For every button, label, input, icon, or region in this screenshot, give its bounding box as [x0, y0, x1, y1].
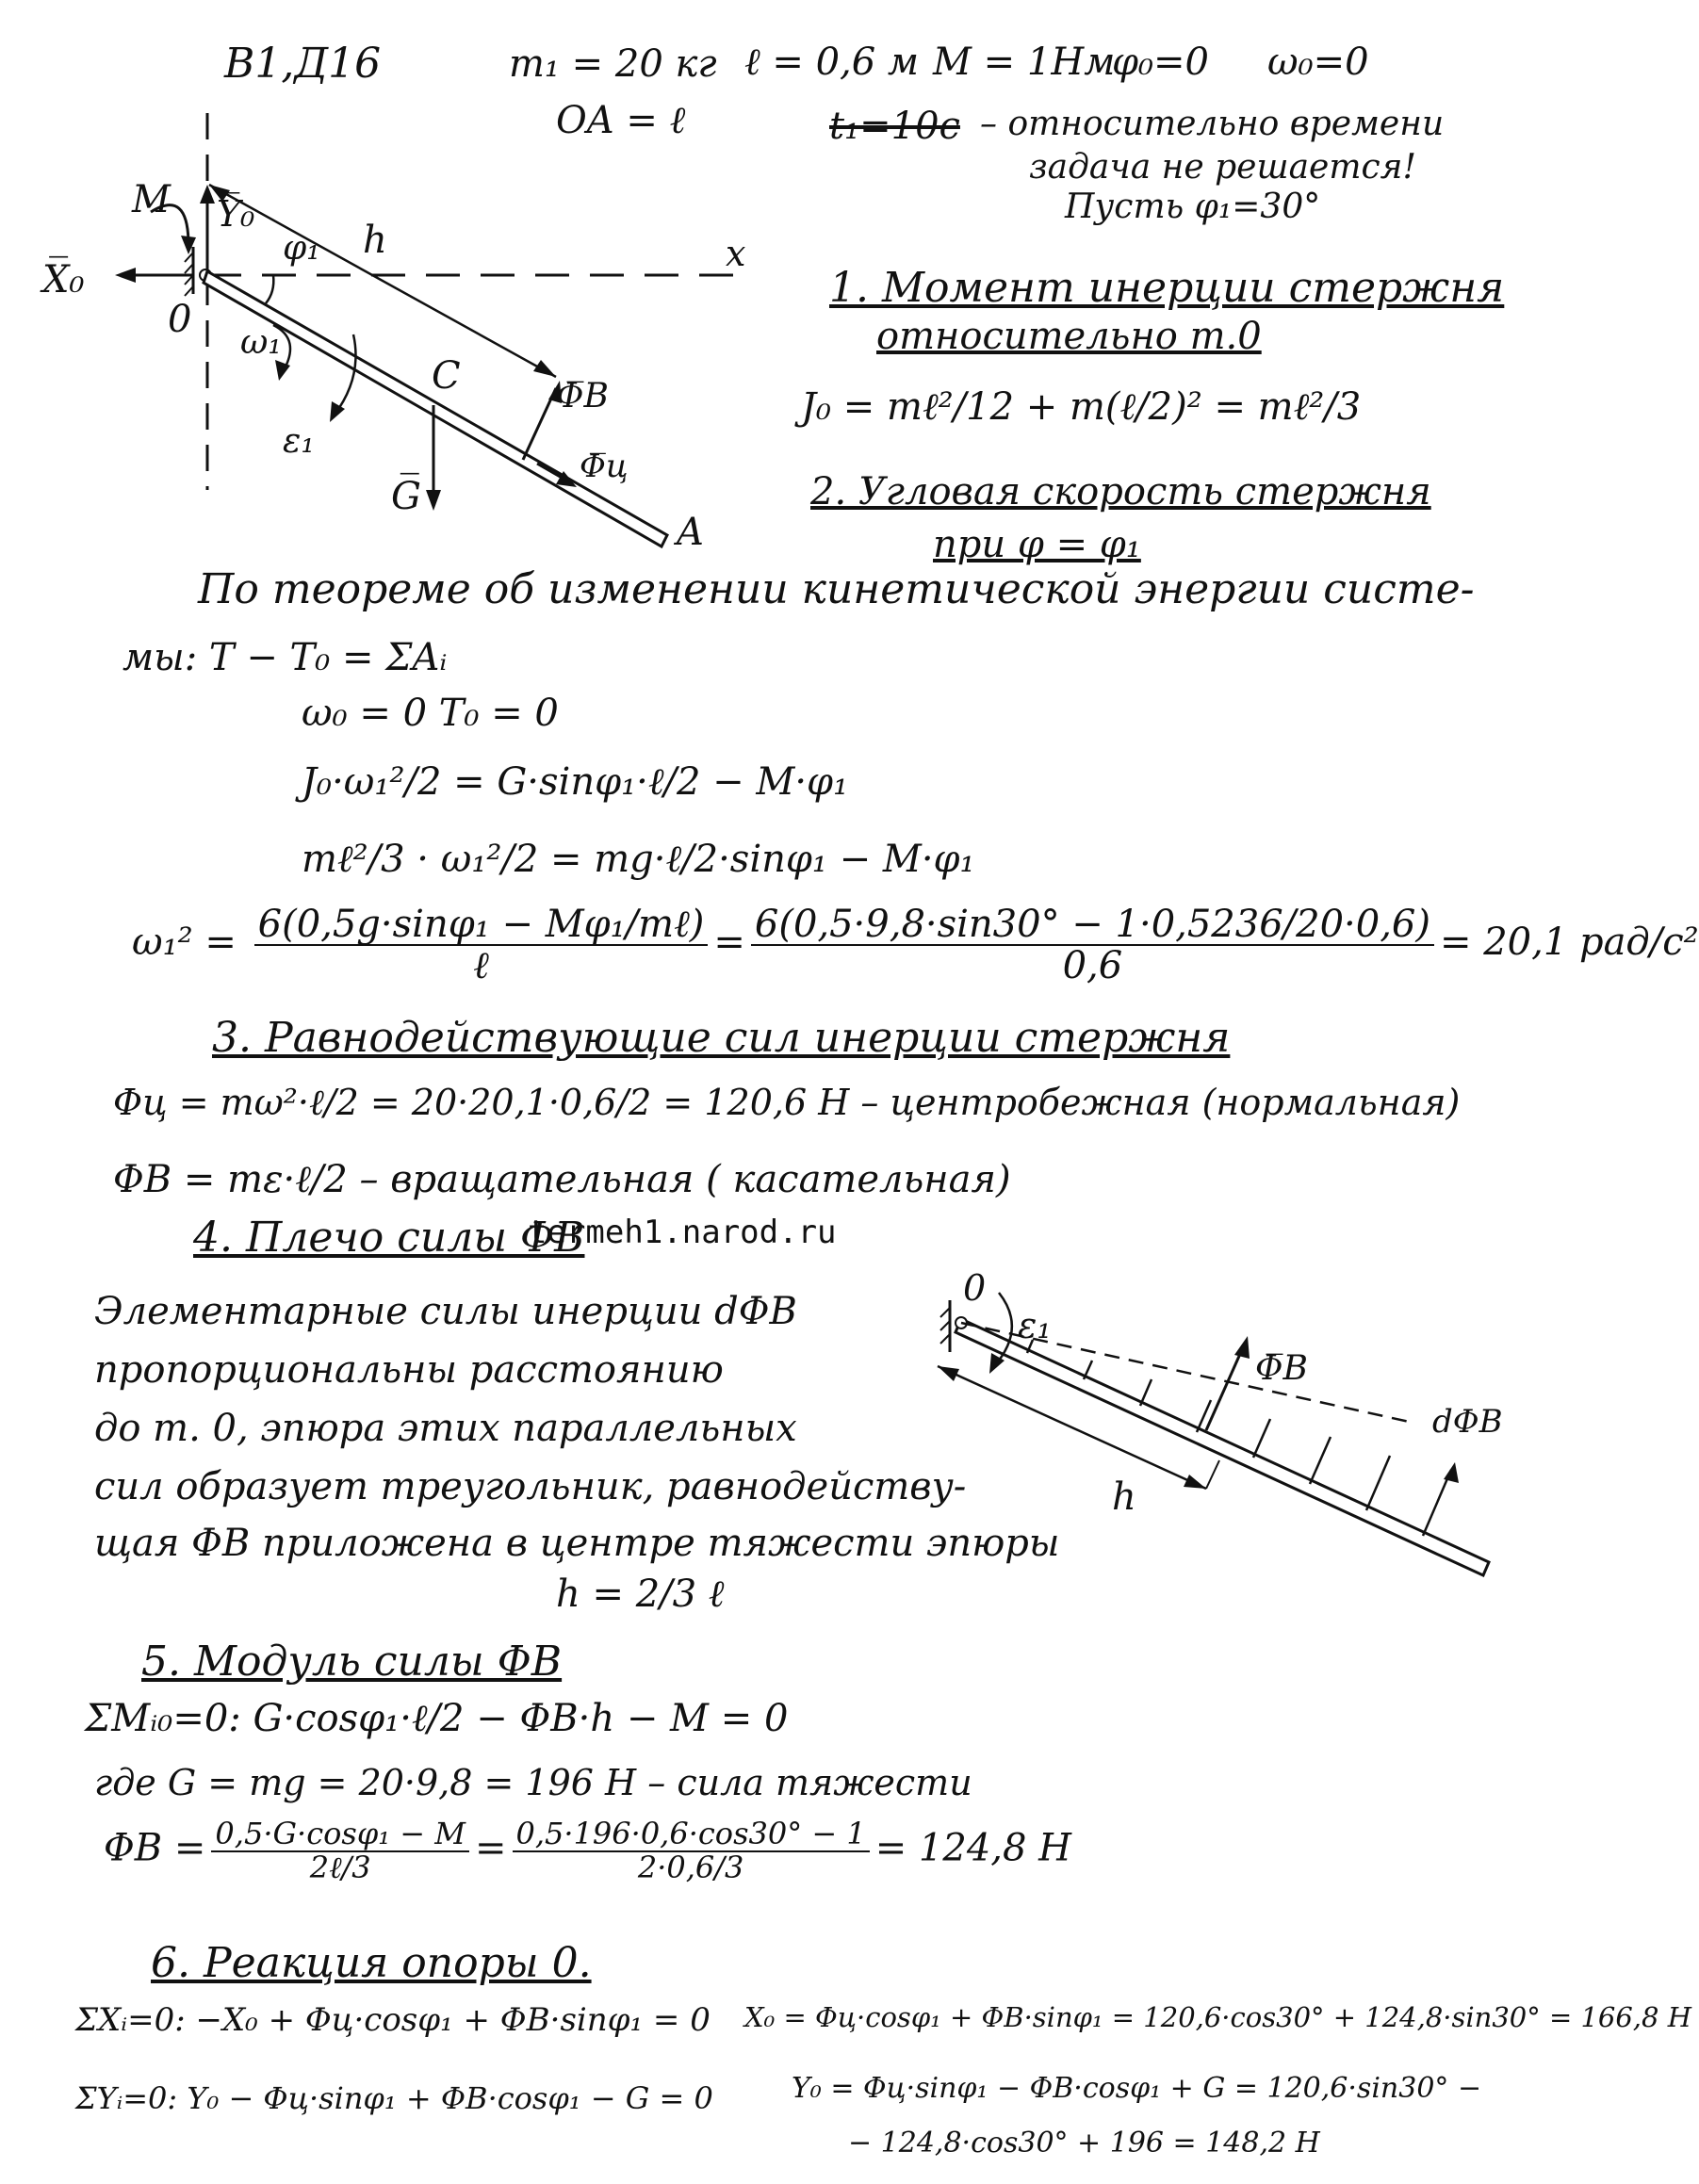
h-equation: h = 2/3 ℓ [556, 1573, 725, 1616]
phib-lhs: ΦB = [104, 1826, 206, 1870]
section4-p5: щая ΦB приложена в центре тяжести эпюры [94, 1522, 1060, 1565]
label-phib-2: Φ̅B [1255, 1349, 1308, 1388]
phib-den2: 2·0,6/3 [637, 1849, 744, 1885]
label-phib: Φ̅B [556, 377, 609, 416]
omega-den2: 0,6 [1062, 944, 1123, 987]
section2-text2: мы: T − T₀ = ΣAᵢ [123, 636, 448, 679]
section4-p3: до т. 0, эпюра этих параллельных [94, 1407, 797, 1450]
omega-lhs: ω₁² = [132, 921, 249, 964]
section2-title2: при φ = φ₁ [933, 523, 1141, 566]
label-x: x [726, 233, 746, 274]
rod-2 [956, 1319, 1489, 1575]
section1-title2: относительно т.0 [876, 315, 1262, 358]
inertia-diagram [905, 1263, 1527, 1621]
omega-den1: ℓ [473, 944, 489, 987]
label-c: C [432, 354, 461, 398]
omega0-given: ω₀=0 [1267, 41, 1369, 84]
section6-y-eq: ΣYᵢ=0: Y₀ − Φц·sinφ₁ + ΦB·cosφ₁ − G = 0 [75, 2080, 713, 2116]
elementary-forces [1027, 1340, 1451, 1536]
section2-text1: По теореме об изменении кинетической энергии систе- [198, 565, 1475, 613]
note-line-1: – относительно времени [980, 105, 1445, 143]
oa-given: OA = ℓ [556, 99, 686, 142]
section2-title: 2. Угловая скорость стержня [810, 470, 1431, 513]
section1-title: 1. Момент инерции стержня [829, 264, 1505, 312]
label-m: M [132, 178, 171, 221]
label-g: G̅ [391, 475, 421, 518]
crossed-time: t₁=10с [829, 105, 960, 148]
label-phi1: φ₁ [283, 229, 320, 268]
section3-title: 3. Равнодействующие сил инерции стержня [212, 1014, 1231, 1062]
omega-num1: 6(0,5g·sinφ₁ − Mφ₁/mℓ) [254, 905, 709, 946]
label-h-2: h [1112, 1475, 1136, 1519]
mass-given: m₁ = 20 кг [509, 42, 717, 86]
section6-y-result-2: − 124,8·cos30° + 196 = 148,2 Н [848, 2127, 1320, 2160]
note-line-2: задача не решается! [1029, 148, 1416, 187]
section2-line6: ω₁² = $\frac{\text{6(0,5g·sinφ₁ − Mφ₁/mℓ)}}{\text{ℓ}}$ = $\frac{6(0,5\cdot 9,8\cdot\sin 30^\circ - 1\cdot 0,5236/20\cdot 0,6)}{0,6}$ = 20,1 рад/с² [132, 903, 1699, 987]
section5-title: 5. Модуль силы ΦB [141, 1638, 563, 1686]
phib-num1: 0,5·G·cosφ₁ − M [211, 1818, 469, 1852]
section5-where: где G = mg = 20·9,8 = 196 Н – сила тяжести [94, 1762, 972, 1803]
section2-line5: mℓ²/3 · ω₁²/2 = mg·ℓ/2·sinφ₁ − M·φ₁ [302, 838, 975, 881]
section3-line1: Φц = mω²·ℓ/2 = 20·20,1·0,6/2 = 120,6 Н – центробежная (нормальная) [113, 1082, 1461, 1123]
omega-result: = 20,1 рад/с² [1439, 921, 1699, 964]
phi1-arc [266, 275, 273, 303]
label-h: h [363, 219, 387, 262]
label-phic: Φ̅ц [580, 448, 629, 485]
phib-num2: 0,5·196·0,6·cos30° − 1 [513, 1818, 870, 1852]
section2-line3: ω₀ = 0 T₀ = 0 [302, 692, 559, 735]
label-dphi: dΦB [1432, 1403, 1503, 1441]
moment-given: M = 1Нм [933, 41, 1116, 84]
label-x0: X̅₀ [42, 258, 85, 302]
phib-value: = 124,8 Н [874, 1826, 1072, 1870]
label-eps1: ε₁ [283, 422, 315, 461]
phi0-given: φ₀=0 [1112, 41, 1210, 84]
phib-arrow-2 [1206, 1345, 1244, 1430]
label-omega1: ω₁ [240, 323, 282, 362]
watermark-url: termeh1.narod.ru [528, 1214, 837, 1251]
length-given: ℓ = 0,6 м [744, 41, 920, 84]
rod-diagram [0, 0, 810, 584]
omega-num2: 6(0,5·9,8·sin30° − 1·0,5236/20·0,6) [751, 905, 1434, 946]
label-o: 0 [168, 298, 192, 341]
label-a: A [677, 511, 704, 554]
section4-p2: пропорциональны расстоянию [94, 1348, 724, 1392]
section5-result: ΦB = $\frac{\text{0,5·G·cosφ₁ − M}}{\text{2ℓ/3}}$ = $\frac{0,5\cdot 196\cdot 0,6\cdot\cos 30^\circ - 1}{2\cdot 0,6/3}$ = 124,8 Н [104, 1816, 1072, 1885]
variant-label: В1,Д16 [224, 40, 382, 88]
phib-den1: 2ℓ/3 [309, 1849, 371, 1885]
section3-line2: ΦB = mε·ℓ/2 – вращательная ( касательная) [113, 1158, 1011, 1201]
section5-eq: ΣMᵢ₀=0: G·cosφ₁·ℓ/2 − ΦB·h − M = 0 [85, 1697, 789, 1740]
label-y0: Y̅₀ [217, 193, 255, 235]
label-o-2: 0 [963, 1267, 987, 1309]
section4-p1: Элементарные силы инерции dΦB [94, 1290, 797, 1333]
section1-formula: J₀ = mℓ²/12 + m(ℓ/2)² = mℓ²/3 [801, 385, 1362, 429]
section6-y-result-1: Y₀ = Φц·sinφ₁ − ΦB·cosφ₁ + G = 120,6·sin30° − [792, 2072, 1482, 2105]
section4-title: 4. Плечо силы ΦB [193, 1214, 585, 1262]
section2-line4: J₀·ω₁²/2 = G·sinφ₁·ℓ/2 − M·φ₁ [302, 760, 849, 804]
section6-x-result: X₀ = Φц·cosφ₁ + ΦB·sinφ₁ = 120,6·cos30° + 124,8·sin30° = 166,8 Н [744, 2001, 1691, 2033]
section6-title: 6. Реакция опоры 0. [151, 1939, 592, 1987]
section4-p4: сил образует треугольник, равнодейству- [94, 1465, 967, 1508]
section6-x-eq: ΣXᵢ=0: −X₀ + Φц·cosφ₁ + ΦB·sinφ₁ = 0 [75, 2001, 711, 2039]
label-eps-2: ε₁ [1018, 1305, 1052, 1346]
note-line-3: Пусть φ₁=30° [1065, 187, 1321, 226]
